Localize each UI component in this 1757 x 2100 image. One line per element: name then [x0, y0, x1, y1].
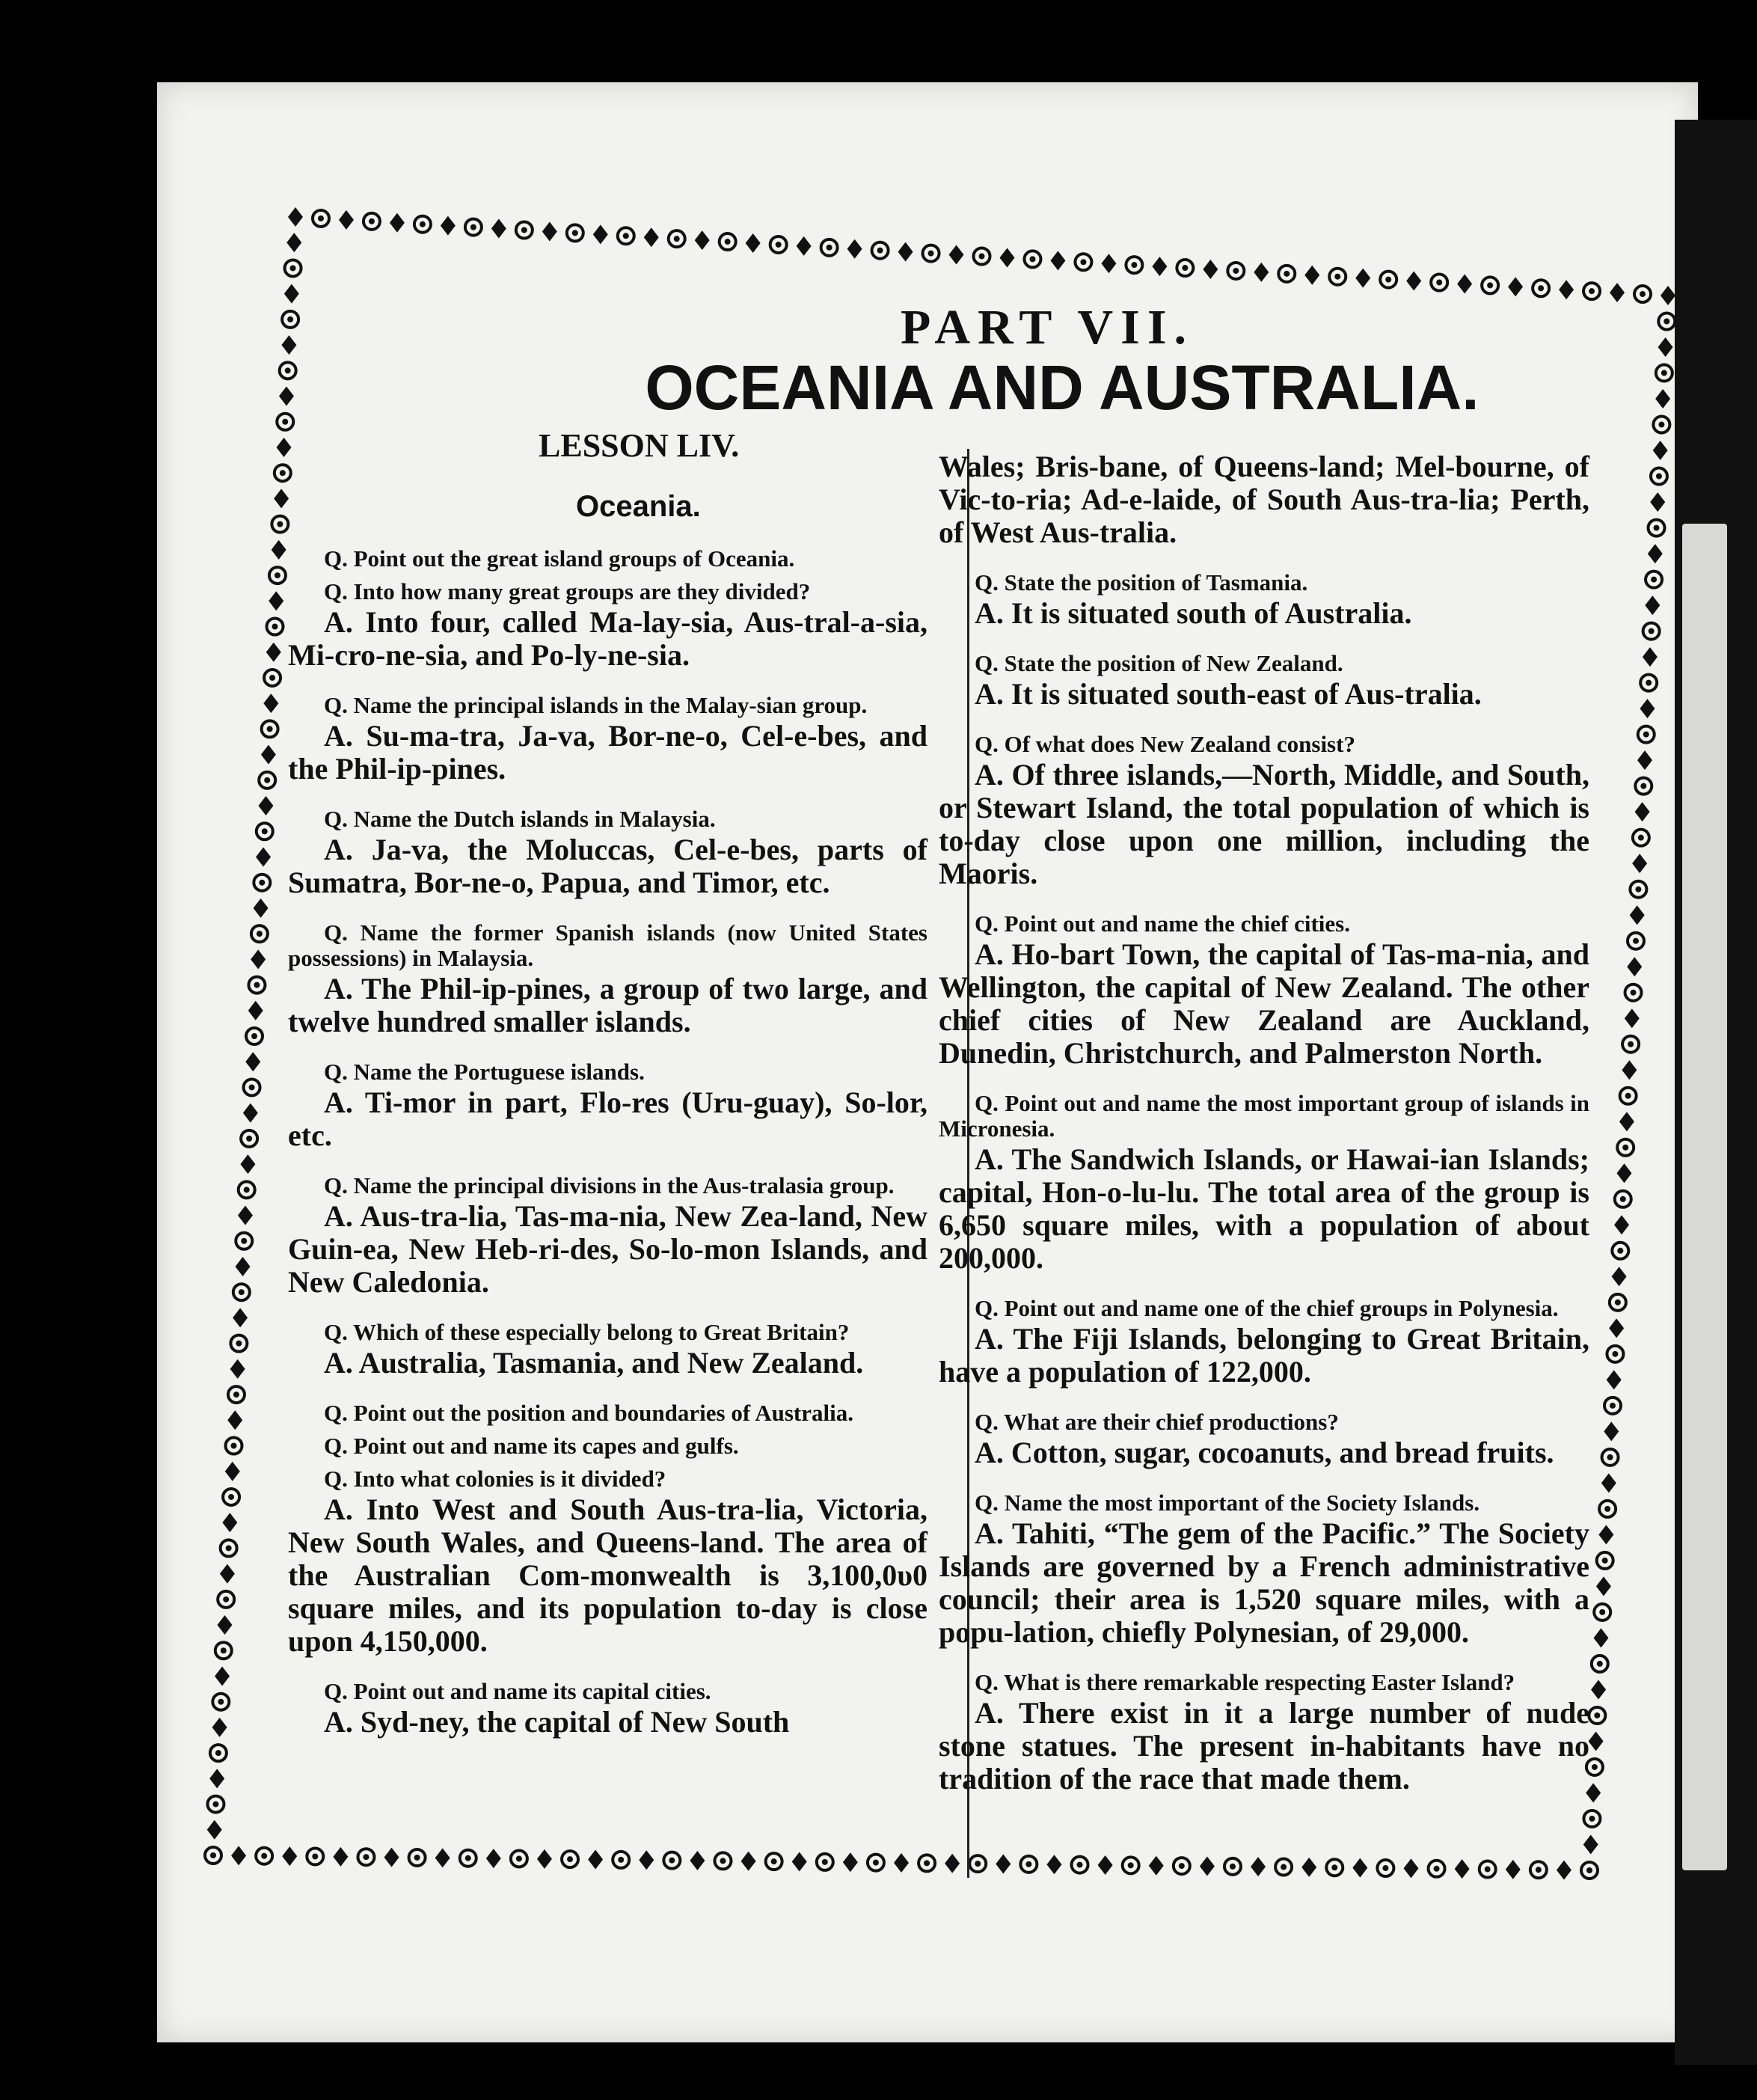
- diamond-ornament: [222, 1513, 237, 1532]
- diamond-ornament: [266, 643, 281, 662]
- diamond-ornament: [269, 591, 283, 610]
- ring-ornament-dot: [264, 777, 270, 783]
- diamond-ornament: [1301, 1858, 1316, 1877]
- question-text: Q. Name the former Spanish islands (now United States possessions) in Malaysia.: [288, 919, 927, 971]
- question-text: Q. Point out and name its capital cities.: [324, 1678, 711, 1704]
- ring-ornament-dot: [674, 236, 680, 242]
- ring-ornament-dot: [239, 1289, 245, 1295]
- diamond-ornament: [1650, 492, 1665, 512]
- diamond-ornament: [441, 216, 456, 236]
- ring-ornament-dot: [275, 572, 280, 578]
- diamond-ornament: [1508, 277, 1523, 296]
- ring-ornament-dot: [218, 1699, 224, 1705]
- diamond-ornament: [248, 1001, 263, 1020]
- ring-ornament-dot: [1651, 577, 1657, 583]
- ring-ornament-dot: [1643, 732, 1649, 738]
- ring-ornament-dot: [1182, 265, 1188, 271]
- ring-ornament-dot: [827, 245, 832, 251]
- diamond-ornament: [1203, 260, 1218, 279]
- answer-text: A. It is situated south of Australia.: [975, 596, 1412, 630]
- diamond-ornament: [1098, 1855, 1113, 1875]
- page-title: OCEANIA AND AUSTRALIA.: [645, 352, 1480, 423]
- diamond-ornament: [243, 1103, 258, 1123]
- diamond-ornament: [261, 745, 276, 765]
- ring-ornament-dot: [1628, 1041, 1634, 1047]
- diamond-ornament: [1616, 1163, 1631, 1183]
- diamond-ornament: [1101, 254, 1116, 273]
- answer-text: A. Of three islands,—North, Middle, and South, or Stewart Island, the total population of which is to-day close upon one million, including the Maoris.: [939, 758, 1589, 890]
- diamond-ornament: [741, 1852, 756, 1871]
- diamond-ornament: [220, 1564, 235, 1584]
- diamond-ornament: [695, 230, 710, 250]
- ring-ornament-dot: [1536, 1867, 1542, 1873]
- diamond-ornament: [1304, 266, 1319, 285]
- ring-ornament-dot: [1334, 274, 1340, 280]
- diamond-ornament: [797, 236, 812, 256]
- diamond-ornament: [1640, 699, 1655, 718]
- ring-ornament-dot: [1385, 277, 1391, 283]
- diamond-ornament: [258, 796, 273, 815]
- answer-text: A. Aus-tra-lia, Tas-ma-nia, New Zea-land, New Guin-ea, New Heb-ri-des, So-lo-mon Islands, and New Caledonia.: [288, 1199, 927, 1299]
- answer-text: A. There exist in it a large number of nude stone statues. The present in-habitants have no tradition of the race that made them.: [939, 1696, 1589, 1796]
- diamond-ornament: [233, 1308, 248, 1327]
- diamond-ornament: [1661, 286, 1675, 305]
- diamond-ornament: [1583, 1834, 1598, 1854]
- diamond-ornament: [588, 1850, 603, 1870]
- question-text: Q. What is there remarkable respecting Easter Island?: [975, 1669, 1515, 1695]
- ring-ornament-dot: [280, 470, 286, 476]
- question-text: Q. Point out and name the chief cities.: [975, 910, 1350, 937]
- ring-ornament-dot: [975, 1861, 981, 1867]
- diamond-ornament: [1152, 257, 1167, 276]
- diamond-ornament: [230, 1359, 245, 1379]
- diamond-ornament: [1648, 544, 1663, 563]
- diamond-ornament: [945, 1854, 960, 1873]
- ring-ornament-dot: [228, 1494, 234, 1500]
- diamond-ornament: [1619, 1112, 1634, 1131]
- diamond-ornament: [1589, 1731, 1604, 1751]
- diamond-ornament: [384, 1848, 399, 1867]
- answer-text: Wales; Bris-bane, of Queens-land; Mel-bourne, of Vic-to-ria; Ad-e-laide, of South Aus-tra-lia; Perth, of West Aus-tralia.: [939, 450, 1589, 549]
- diamond-ornament: [1254, 263, 1269, 282]
- ring-ornament-dot: [1622, 1145, 1628, 1151]
- ring-ornament-dot: [226, 1545, 232, 1551]
- question-text: Q. Into how many great groups are they divided?: [324, 578, 811, 604]
- ring-ornament-dot: [521, 227, 527, 233]
- diamond-ornament: [644, 227, 659, 247]
- question-text: Q. Name the Dutch islands in Malaysia.: [324, 806, 716, 832]
- ring-ornament-dot: [979, 254, 985, 260]
- ring-ornament-dot: [249, 1084, 255, 1090]
- ring-ornament-dot: [1080, 259, 1086, 265]
- diamond-ornament: [1614, 1215, 1629, 1234]
- diamond-ornament: [1635, 802, 1650, 821]
- ring-ornament-dot: [233, 1392, 239, 1398]
- diamond-ornament: [254, 899, 269, 918]
- question-text: Q. Name the principal divisions in the Aus-tralasia group.: [324, 1172, 895, 1199]
- ring-ornament-dot: [1128, 1862, 1134, 1868]
- diamond-ornament: [1610, 283, 1625, 302]
- ring-ornament-dot: [287, 316, 293, 322]
- diamond-ornament: [256, 847, 271, 866]
- ring-ornament-dot: [221, 1647, 227, 1653]
- right-column: [939, 449, 1589, 1796]
- diamond-ornament: [792, 1852, 807, 1872]
- ring-ornament-dot: [928, 251, 934, 257]
- ring-ornament-dot: [1607, 1454, 1613, 1460]
- answer-text: A. It is situated south-east of Aus-tralia.: [975, 677, 1482, 711]
- ring-ornament-dot: [1661, 370, 1667, 376]
- ring-ornament-dot: [363, 1854, 369, 1860]
- diamond-ornament: [1251, 1857, 1266, 1876]
- ring-ornament-dot: [618, 1857, 624, 1863]
- ring-ornament-dot: [251, 1033, 257, 1039]
- ring-ornament-dot: [720, 1858, 726, 1864]
- diamond-ornament: [1653, 441, 1668, 460]
- diamond-ornament: [333, 1847, 348, 1867]
- answer-text: A. Ho-bart Town, the capital of Tas-ma-nia, and Wellington, the capital of New Zealand. The other chief cities of New Zealand are Auckland, Dunedin, Christchurch, and Palmerston North.: [939, 937, 1589, 1070]
- ring-ornament-dot: [369, 218, 375, 224]
- ring-ornament-dot: [1281, 1864, 1287, 1870]
- answer-text: A. The Sandwich Islands, or Hawai-ian Islands; capital, Hon-o-lu-lu. The total area of the group is 6,650 square miles, with a population of about 200,000.: [939, 1142, 1589, 1275]
- diamond-ornament: [435, 1848, 450, 1867]
- question-text: Q. What are their chief productions?: [975, 1409, 1339, 1435]
- diamond-ornament: [537, 1849, 552, 1869]
- ring-ornament-dot: [1638, 835, 1644, 841]
- section-subtitle: Oceania.: [576, 490, 701, 523]
- ring-ornament-dot: [1436, 280, 1442, 286]
- ring-ornament-dot: [261, 1853, 267, 1859]
- ring-ornament-dot: [1589, 288, 1595, 294]
- ring-ornament-dot: [254, 982, 260, 988]
- diamond-ornament: [843, 1852, 858, 1872]
- ring-ornament-dot: [873, 1860, 879, 1866]
- diamond-ornament: [245, 1052, 260, 1071]
- answer-text: A. Su-ma-tra, Ja-va, Bor-ne-o, Cel-e-bes, and the Phil-ip-pines.: [288, 719, 927, 786]
- diamond-ornament: [286, 233, 301, 252]
- ring-ornament-dot: [1664, 319, 1669, 325]
- diamond-ornament: [272, 540, 286, 560]
- ring-ornament-dot: [1487, 282, 1493, 288]
- part-heading: PART VII.: [900, 300, 1195, 355]
- ring-ornament-dot: [282, 419, 288, 425]
- diamond-ornament: [1200, 1856, 1215, 1876]
- diamond-ornament: [542, 221, 557, 241]
- ring-ornament-dot: [1656, 474, 1662, 480]
- diamond-ornament: [238, 1206, 253, 1225]
- diamond-ornament: [209, 1769, 224, 1788]
- diamond-ornament: [898, 242, 913, 262]
- diamond-ornament: [1637, 750, 1652, 770]
- ring-ornament-dot: [1230, 1864, 1236, 1870]
- ring-ornament-dot: [877, 248, 883, 254]
- question-text: Q. Into what colonies is it divided?: [324, 1466, 666, 1492]
- ring-ornament-dot: [1485, 1867, 1491, 1873]
- ring-ornament-dot: [1633, 938, 1639, 944]
- ring-ornament-dot: [1538, 285, 1544, 291]
- ring-ornament-dot: [1631, 990, 1637, 996]
- diamond-ornament: [1625, 1008, 1640, 1028]
- ring-ornament-dot: [259, 880, 265, 886]
- diamond-ornament: [1406, 272, 1421, 291]
- diamond-ornament: [1607, 1370, 1622, 1389]
- diamond-ornament: [231, 1846, 246, 1865]
- diamond-ornament: [1609, 1318, 1624, 1338]
- ring-ornament-dot: [267, 726, 273, 732]
- answer-text: A. Cotton, sugar, cocoanuts, and bread fruits.: [975, 1436, 1554, 1469]
- ring-ornament-dot: [1331, 1864, 1337, 1870]
- ring-ornament-dot: [1382, 1865, 1388, 1871]
- ring-ornament-dot: [725, 239, 731, 245]
- diamond-ornament: [1149, 1856, 1164, 1876]
- ring-ornament-dot: [257, 931, 263, 937]
- ring-ornament-dot: [1615, 1300, 1621, 1305]
- diamond-ornament: [1591, 1680, 1606, 1699]
- diamond-ornament: [1455, 1859, 1470, 1879]
- diamond-ornament: [1506, 1860, 1521, 1879]
- ring-ornament-dot: [1025, 1861, 1031, 1867]
- diamond-ornament: [639, 1850, 654, 1870]
- ring-ornament-dot: [262, 828, 268, 834]
- ring-ornament-dot: [277, 521, 283, 527]
- ring-ornament-dot: [516, 1855, 522, 1861]
- ring-ornament-dot: [1029, 256, 1035, 262]
- question-text: Q. Name the Portuguese islands.: [324, 1059, 645, 1085]
- ring-ornament-dot: [1640, 783, 1646, 789]
- diamond-ornament: [1612, 1267, 1627, 1286]
- ring-ornament-dot: [1131, 262, 1137, 268]
- question-text: Q. Point out the great island groups of Oceania.: [324, 545, 795, 572]
- diamond-ornament: [1596, 1576, 1611, 1596]
- diamond-ornament: [212, 1718, 227, 1737]
- ring-ornament-dot: [210, 1852, 216, 1858]
- ring-ornament-dot: [1589, 1816, 1595, 1822]
- diamond-ornament: [1655, 389, 1670, 408]
- ring-ornament-dot: [623, 233, 629, 239]
- ring-ornament-dot: [1604, 1506, 1610, 1512]
- answer-text: A. The Phil-ip-pines, a group of two large, and twelve hundred smaller islands.: [288, 972, 927, 1038]
- diamond-ornament: [491, 219, 506, 239]
- ring-ornament-dot: [1233, 268, 1239, 274]
- diamond-ornament: [1632, 854, 1647, 873]
- diamond-ornament: [1630, 905, 1645, 925]
- diamond-ornament: [1355, 269, 1370, 288]
- diamond-ornament: [240, 1154, 255, 1174]
- diamond-ornament: [949, 245, 964, 265]
- ring-ornament-dot: [567, 1856, 573, 1862]
- diamond-ornament: [1658, 337, 1673, 357]
- ring-ornament-dot: [420, 221, 426, 227]
- diamond-ornament: [746, 233, 761, 253]
- answer-text: A. Ti-mor in part, Flo-res (Uru-guay), So-lor, etc.: [288, 1086, 927, 1152]
- question-text: Q. Of what does New Zealand consist?: [975, 731, 1355, 757]
- ring-ornament-dot: [1649, 628, 1655, 634]
- diamond-ornament: [894, 1853, 909, 1873]
- diamond-ornament: [207, 1820, 222, 1840]
- ring-ornament-dot: [1654, 525, 1660, 531]
- diamond-ornament: [215, 1666, 230, 1686]
- ring-ornament-dot: [236, 1341, 242, 1347]
- ring-ornament-dot: [1434, 1866, 1440, 1872]
- question-text: Q. Which of these especially belong to Great Britain?: [324, 1319, 850, 1345]
- diamond-ornament: [690, 1851, 705, 1870]
- ring-ornament-dot: [1592, 1764, 1598, 1770]
- diamond-ornament: [225, 1462, 240, 1481]
- diamond-ornament: [1050, 251, 1065, 270]
- ring-ornament-dot: [231, 1443, 237, 1449]
- ring-ornament-dot: [1586, 1867, 1592, 1873]
- diamond-ornament: [263, 694, 278, 713]
- answer-text: A. Syd-ney, the capital of New South: [324, 1705, 790, 1739]
- diamond-ornament: [1604, 1421, 1619, 1441]
- diamond-ornament: [217, 1615, 232, 1635]
- left-column: [288, 539, 927, 1739]
- ring-ornament-dot: [1594, 1712, 1600, 1718]
- ring-ornament-dot: [1179, 1863, 1185, 1869]
- diamond-ornament: [486, 1849, 501, 1868]
- diamond-ornament: [1457, 274, 1472, 293]
- ring-ornament-dot: [215, 1750, 221, 1756]
- diamond-ornament: [1601, 1473, 1616, 1493]
- diamond-ornament: [339, 210, 354, 230]
- ring-ornament-dot: [312, 1853, 318, 1859]
- diamond-ornament: [1622, 1060, 1637, 1080]
- lesson-heading: LESSON LIV.: [539, 427, 740, 464]
- ring-ornament-dot: [318, 215, 324, 221]
- ring-ornament-dot: [1646, 680, 1652, 686]
- diamond-ornament: [1046, 1855, 1061, 1874]
- diamond-ornament: [1643, 647, 1658, 667]
- ring-ornament-dot: [272, 624, 278, 630]
- ring-ornament-dot: [241, 1238, 247, 1244]
- answer-text: A. Australia, Tasmania, and New Zealand.: [324, 1346, 864, 1380]
- question-text: Q. Point out and name its capes and gulfs.: [324, 1433, 739, 1459]
- ring-ornament-dot: [414, 1855, 420, 1861]
- diamond-ornament: [236, 1257, 251, 1276]
- diamond-ornament: [996, 1854, 1011, 1873]
- ring-ornament-dot: [1617, 1248, 1623, 1254]
- diamond-ornament: [1403, 1858, 1418, 1878]
- diamond-ornament: [284, 284, 299, 304]
- ring-ornament-dot: [1610, 1403, 1616, 1409]
- ring-ornament-dot: [1658, 422, 1664, 428]
- ring-ornament-dot: [572, 230, 578, 236]
- diamond-ornament: [847, 239, 862, 259]
- answer-text: A. The Fiji Islands, belonging to Great Britain, have a population of 122,000.: [939, 1322, 1589, 1389]
- question-text: Q. Point out and name the most important group of islands in Micronesia.: [939, 1090, 1589, 1142]
- diamond-ornament: [251, 949, 266, 969]
- diamond-ornament: [1598, 1525, 1613, 1544]
- ring-ornament-dot: [1640, 291, 1646, 297]
- ring-ornament-dot: [1597, 1661, 1603, 1667]
- answer-text: A. Into four, called Ma-lay-sia, Aus-tral-a-sia, Mi-cro-ne-sia, and Po-ly-ne-sia.: [288, 605, 927, 672]
- ring-ornament-dot: [212, 1801, 218, 1807]
- diamond-ornament: [282, 1846, 297, 1866]
- ring-ornament-dot: [290, 265, 296, 271]
- diamond-ornament: [1593, 1628, 1608, 1647]
- ring-ornament-dot: [269, 675, 275, 681]
- ring-ornament-dot: [246, 1136, 252, 1142]
- ring-ornament-dot: [1625, 1093, 1631, 1099]
- ring-ornament-dot: [822, 1859, 828, 1865]
- question-text: Q. State the position of Tasmania.: [975, 569, 1308, 596]
- ring-ornament-dot: [1599, 1609, 1605, 1615]
- diamond-ornament: [274, 489, 289, 508]
- ring-ornament-dot: [1635, 887, 1641, 893]
- ring-ornament-dot: [1077, 1862, 1083, 1868]
- question-text: Q. Name the most important of the Society Islands.: [975, 1490, 1480, 1516]
- answer-text: A. Ja-va, the Moluccas, Cel-e-bes, parts of Sumatra, Bor-ne-o, Papua, and Timor, etc.: [288, 833, 927, 899]
- ring-ornament-dot: [1620, 1196, 1626, 1202]
- diamond-ornament: [1557, 1861, 1572, 1880]
- ring-ornament-dot: [1284, 271, 1290, 277]
- diamond-ornament: [1559, 280, 1574, 299]
- diamond-ornament: [1645, 596, 1660, 615]
- diamond-ornament: [281, 335, 296, 355]
- ring-ornament-dot: [776, 242, 782, 248]
- ring-ornament-dot: [244, 1187, 250, 1193]
- ring-ornament-dot: [669, 1858, 675, 1864]
- ring-ornament-dot: [223, 1597, 229, 1602]
- diamond-ornament: [1627, 957, 1642, 976]
- answer-text: A. Tahiti, “The gem of the Pacific.” The Society Islands are governed by a French administrative council; their area is 1,520 square miles, with a popu-lation, chiefly Polynesian, of 29,000.: [939, 1516, 1589, 1649]
- diamond-ornament: [277, 438, 292, 457]
- diamond-ornament: [279, 387, 294, 406]
- ring-ornament-dot: [771, 1858, 777, 1864]
- answer-text: A. Into West and South Aus-tra-lia, Victoria, New South Wales, and Queens-land. The area of the Australian Com-monwealth is 3,100,0υ0 square miles, and its population to-day is close upon 4,150,000.: [288, 1493, 927, 1658]
- ring-ornament-dot: [1612, 1351, 1618, 1357]
- question-text: Q. State the position of New Zealand.: [975, 650, 1343, 676]
- diamond-ornament: [390, 213, 405, 233]
- question-text: Q. Name the principal islands in the Malay-sian group.: [324, 692, 868, 718]
- diamond-ornament: [999, 248, 1014, 267]
- ring-ornament-dot: [470, 224, 476, 230]
- ring-ornament-dot: [465, 1855, 471, 1861]
- ring-ornament-dot: [924, 1860, 930, 1866]
- diamond-ornament: [227, 1410, 242, 1430]
- diamond-ornament: [1352, 1858, 1367, 1878]
- ring-ornament-dot: [285, 367, 291, 373]
- diamond-ornament: [593, 224, 608, 244]
- ring-ornament-dot: [1602, 1558, 1608, 1564]
- question-text: Q. Point out and name one of the chief groups in Polynesia.: [975, 1295, 1559, 1321]
- question-text: Q. Point out the position and boundaries of Australia.: [324, 1400, 853, 1426]
- diamond-ornament: [288, 207, 303, 227]
